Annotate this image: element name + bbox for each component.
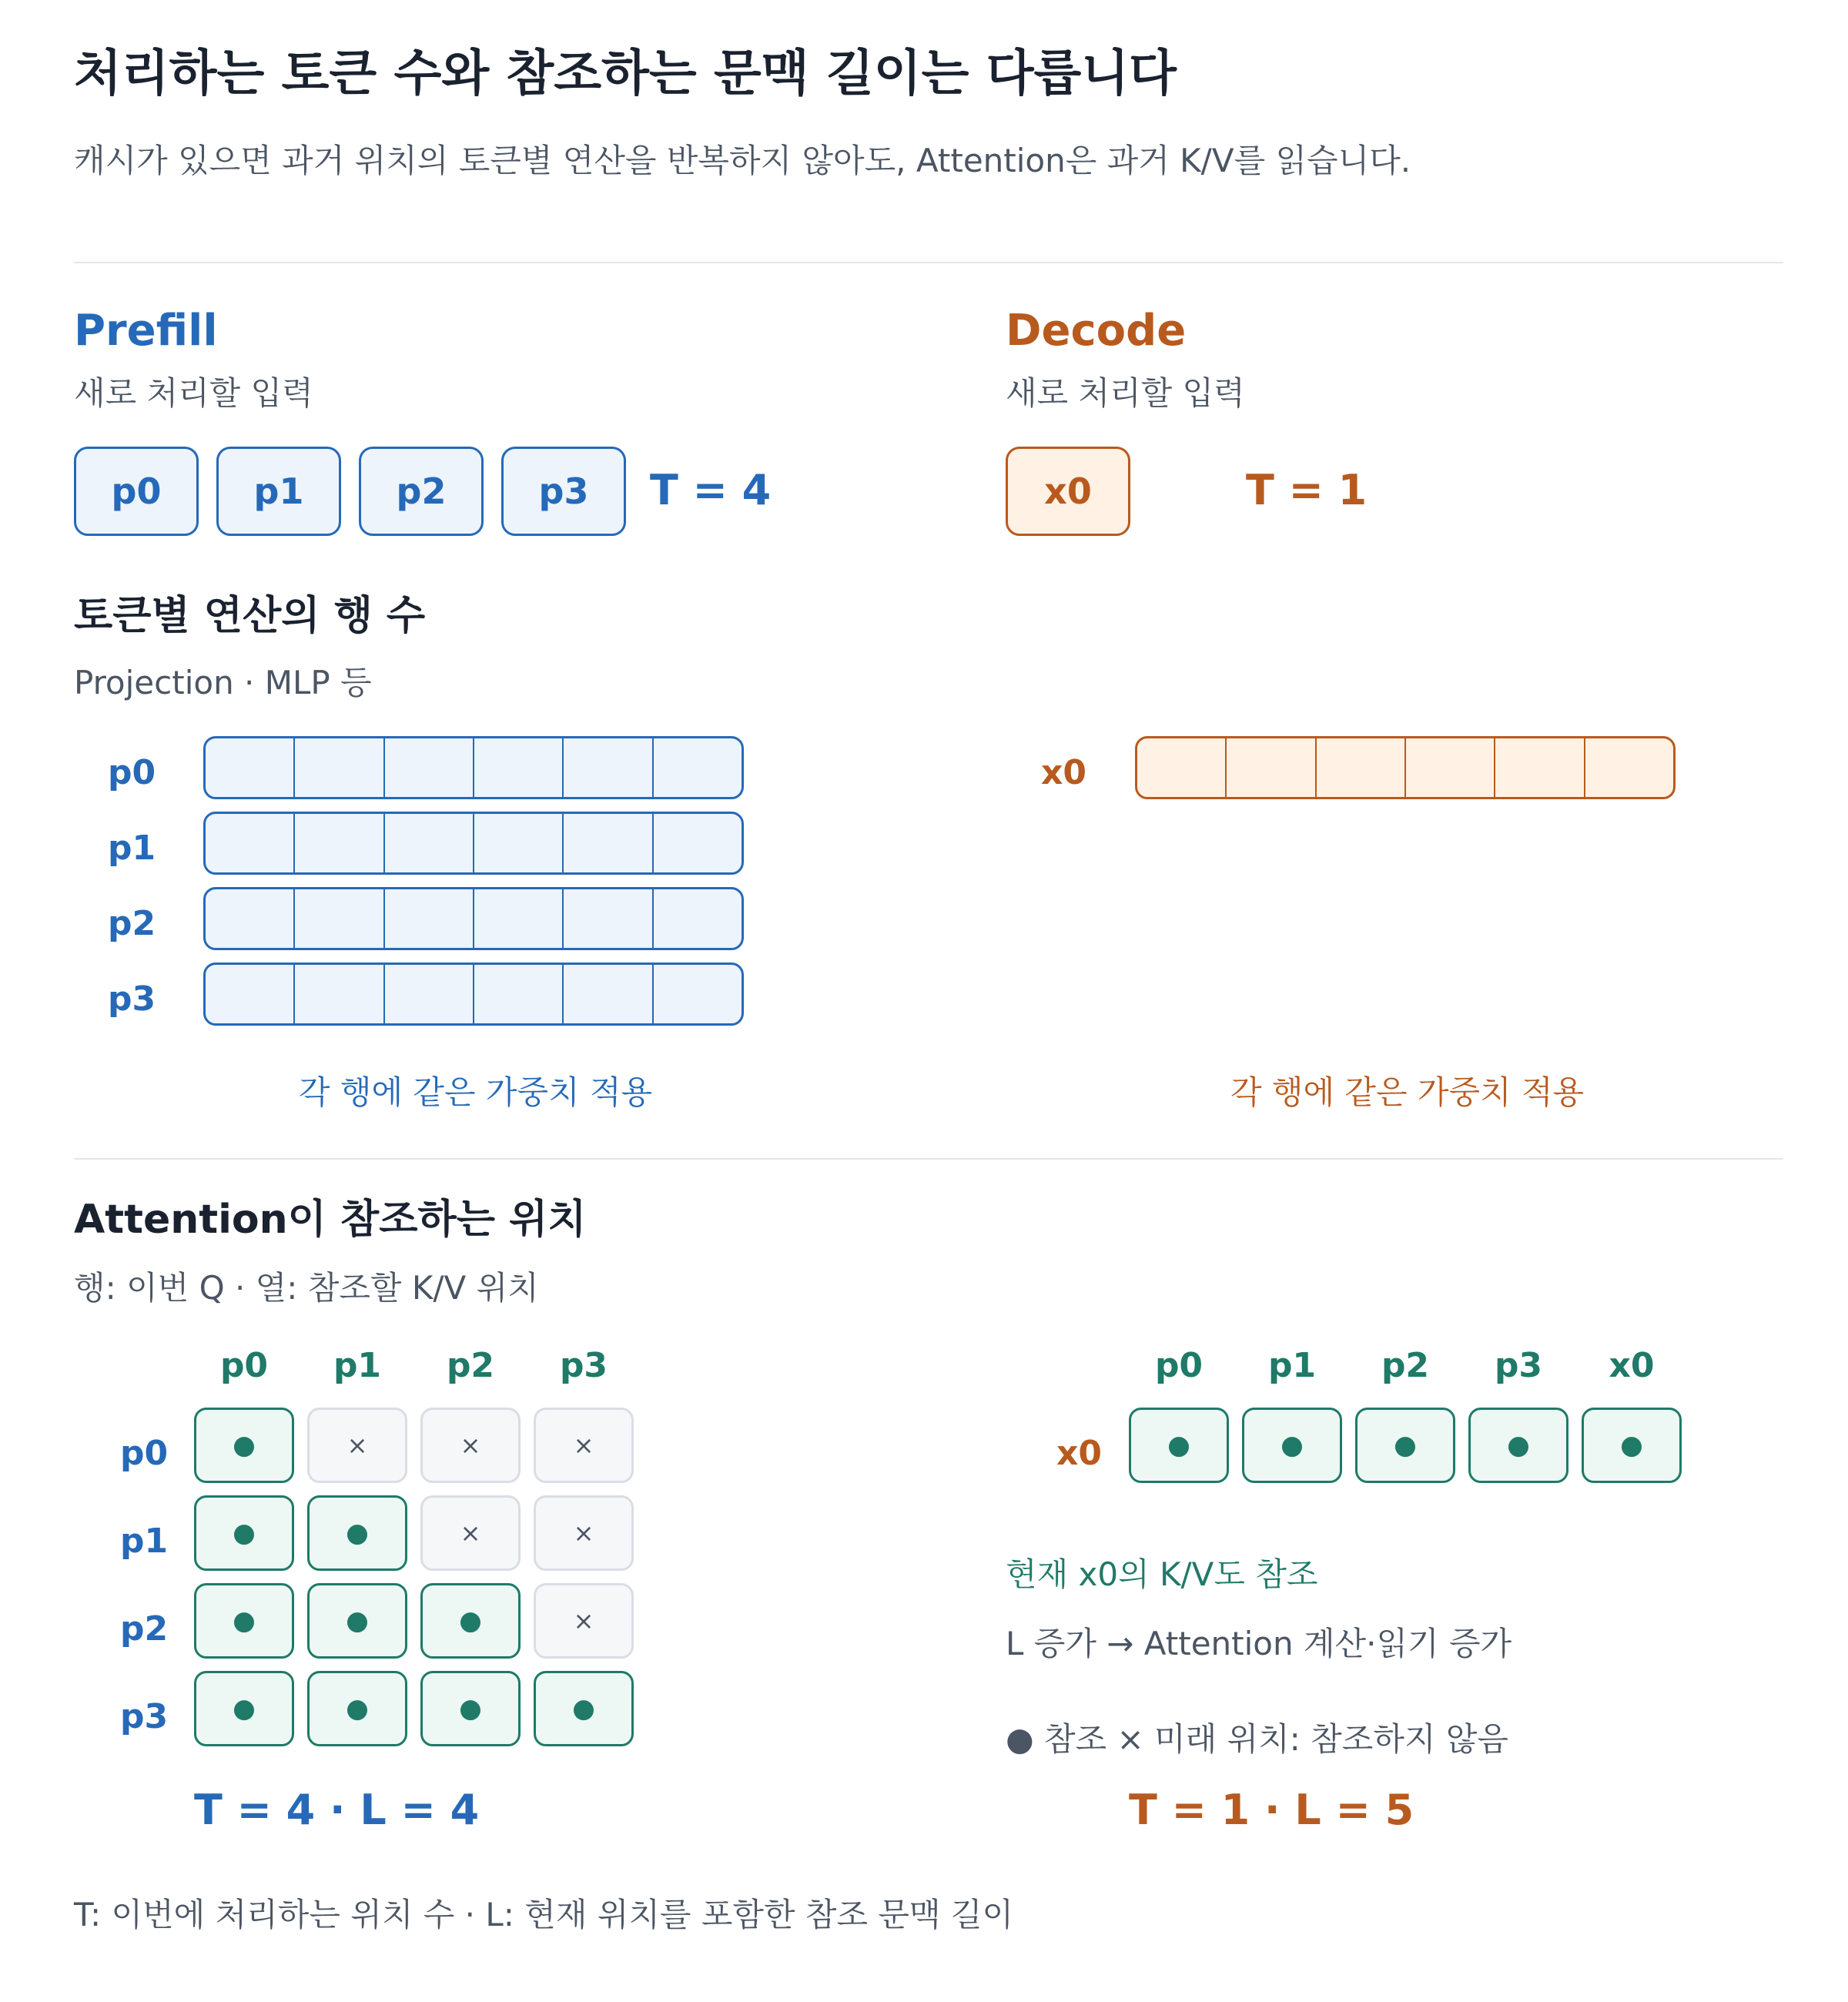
prefill-token-p3: p3 — [501, 447, 626, 536]
attention-cell: ● — [194, 1671, 294, 1746]
divider-middle — [74, 1158, 1783, 1160]
decode-attn-col-label: x0 — [1609, 1346, 1655, 1385]
attention-cell: ● — [194, 1495, 294, 1571]
prefill-token-p2: p2 — [359, 447, 484, 536]
prefill-row-label: p2 — [108, 904, 156, 943]
attention-cell: ● — [307, 1671, 407, 1746]
attention-cell: × — [420, 1495, 521, 1571]
attention-cell: ● — [194, 1583, 294, 1659]
prefill-row-p0 — [203, 736, 744, 799]
prefill-row-label: p1 — [108, 829, 156, 868]
prefill-attn-row-label: p1 — [120, 1522, 169, 1561]
attention-cell: ● — [534, 1671, 634, 1746]
prefill-attn-row-label: p3 — [120, 1697, 169, 1736]
decode-attn-summary: T = 1 · L = 5 — [1129, 1786, 1414, 1834]
attention-cell: ● — [420, 1583, 521, 1659]
prefill-heading: Prefill — [74, 306, 218, 356]
decode-attn-col-label: p1 — [1267, 1346, 1317, 1385]
prefill-row-p1 — [203, 812, 744, 875]
attention-cell: × — [534, 1408, 634, 1483]
attention-heading: Attention이 참조하는 위치 — [74, 1197, 587, 1243]
footer-note: T: 이번에 처리하는 위치 수 · L: 현재 위치를 포함한 참조 문맥 길이 — [74, 1896, 1014, 1933]
attention-cell: ● — [1355, 1408, 1455, 1483]
attention-cell: × — [534, 1495, 634, 1571]
decode-note-growth: L 증가 → Attention 계산·읽기 증가 — [1006, 1625, 1512, 1662]
prefill-row-p2 — [203, 887, 744, 950]
attention-cell: ● — [1129, 1408, 1229, 1483]
attention-cell: ● — [420, 1671, 521, 1746]
attention-cell: ● — [307, 1583, 407, 1659]
decode-row-x0 — [1135, 736, 1676, 799]
attention-cell: ● — [307, 1495, 407, 1571]
decode-attn-row-label: x0 — [1056, 1434, 1102, 1473]
prefill-token-p1: p1 — [216, 447, 341, 536]
prefill-t-label: T = 4 — [650, 466, 772, 514]
prefill-row-label: p0 — [108, 753, 156, 792]
per-token-sub: Projection · MLP 등 — [74, 664, 372, 701]
decode-t-label: T = 1 — [1246, 466, 1368, 514]
prefill-attn-col-label: p3 — [559, 1346, 608, 1385]
decode-input-label: 새로 처리할 입력 — [1006, 374, 1245, 412]
attention-cell: ● — [1582, 1408, 1682, 1483]
page-subtitle: 캐시가 있으면 과거 위치의 토큰별 연산을 반복하지 않아도, Attention은 과거 K/V를 읽습니다. — [74, 142, 1411, 179]
prefill-row-p3 — [203, 962, 744, 1026]
attention-sub: 행: 이번 Q · 열: 참조할 K/V 위치 — [74, 1269, 539, 1307]
attention-cell: ● — [194, 1408, 294, 1483]
attention-cell: × — [307, 1408, 407, 1483]
attention-cell: × — [420, 1408, 521, 1483]
decode-heading: Decode — [1006, 306, 1187, 356]
prefill-row-label: p3 — [108, 979, 156, 1019]
decode-attn-col-label: p3 — [1494, 1346, 1543, 1385]
decode-note-current: 현재 x0의 K/V도 참조 — [1006, 1555, 1318, 1593]
prefill-weight-note: 각 행에 같은 가중치 적용 — [299, 1073, 653, 1111]
decode-token-x0: x0 — [1006, 447, 1130, 536]
divider-top — [74, 262, 1783, 263]
prefill-input-label: 새로 처리할 입력 — [74, 374, 313, 412]
prefill-attn-col-label: p1 — [333, 1346, 382, 1385]
prefill-attn-summary: T = 4 · L = 4 — [194, 1786, 480, 1834]
prefill-attn-col-label: p0 — [219, 1346, 269, 1385]
attention-cell: ● — [1468, 1408, 1568, 1483]
prefill-attn-col-label: p2 — [446, 1346, 495, 1385]
page-title: 처리하는 토큰 수와 참조하는 문맥 길이는 다릅니다 — [74, 45, 1177, 102]
per-token-heading: 토큰별 연산의 행 수 — [74, 593, 426, 639]
decode-row-label: x0 — [1041, 753, 1086, 792]
prefill-attn-row-label: p0 — [120, 1434, 169, 1473]
prefill-token-p0: p0 — [74, 447, 199, 536]
decode-attn-col-label: p0 — [1154, 1346, 1204, 1385]
decode-weight-note: 각 행에 같은 가중치 적용 — [1230, 1073, 1585, 1111]
prefill-attn-row-label: p2 — [120, 1609, 169, 1649]
attention-legend: ● 참조 × 미래 위치: 참조하지 않음 — [1006, 1720, 1508, 1758]
attention-cell: ● — [1242, 1408, 1342, 1483]
attention-cell: × — [534, 1583, 634, 1659]
decode-attn-col-label: p2 — [1381, 1346, 1430, 1385]
